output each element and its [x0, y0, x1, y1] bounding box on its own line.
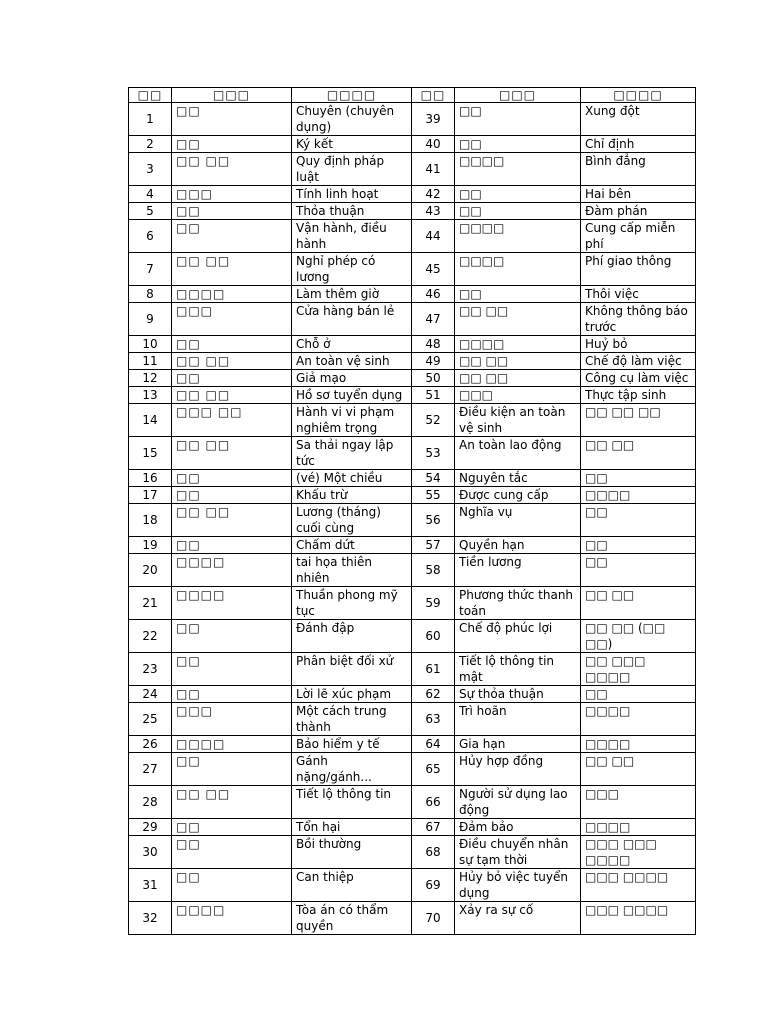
entry-number: 41	[412, 153, 455, 186]
korean-term: □□□ □□	[172, 404, 292, 437]
entry-number: 10	[129, 336, 172, 353]
term-cell: □□□	[455, 387, 581, 404]
term-cell: □□ □□	[455, 370, 581, 387]
term-cell: Tiết lộ thông tin mật	[455, 653, 581, 686]
entry-number: 13	[129, 387, 172, 404]
entry-number: 7	[129, 253, 172, 286]
korean-term: □□□□	[172, 554, 292, 587]
vietnamese-meaning: Chấm dứt	[292, 537, 412, 554]
term-cell: Hủy hợp đồng	[455, 753, 581, 786]
entry-number: 59	[412, 587, 455, 620]
vietnamese-meaning: Làm thêm giờ	[292, 286, 412, 303]
entry-number: 30	[129, 836, 172, 869]
korean-term: □□ □□	[172, 353, 292, 370]
table-row	[129, 537, 696, 554]
meaning-cell: □□ □□ (□□ □□)	[581, 620, 696, 653]
table-row	[129, 703, 696, 736]
meaning-cell: Thực tập sinh	[581, 387, 696, 404]
korean-term: □□ □□	[172, 153, 292, 186]
entry-number: 3	[129, 153, 172, 186]
entry-number: 16	[129, 470, 172, 487]
meaning-cell: Cung cấp miễn phí	[581, 220, 696, 253]
entry-number: 6	[129, 220, 172, 253]
table-row	[129, 819, 696, 836]
korean-term: □□	[172, 103, 292, 136]
korean-term: □□	[172, 753, 292, 786]
korean-term: □□ □□	[172, 387, 292, 404]
vietnamese-meaning: (vé) Một chiều	[292, 470, 412, 487]
header-korean-right: □□□	[455, 88, 581, 103]
table-body	[129, 103, 696, 935]
meaning-cell: □□	[581, 554, 696, 587]
korean-term: □□	[172, 470, 292, 487]
header-meaning-right: □□□□	[581, 88, 696, 103]
korean-term: □□	[172, 370, 292, 387]
term-cell: □□□□	[455, 336, 581, 353]
table-row	[129, 470, 696, 487]
entry-number: 22	[129, 620, 172, 653]
term-cell: Sự thỏa thuận	[455, 686, 581, 703]
entry-number: 58	[412, 554, 455, 587]
korean-term: □□	[172, 220, 292, 253]
entry-number: 44	[412, 220, 455, 253]
meaning-cell: □□□ □□□□	[581, 902, 696, 935]
table-row	[129, 136, 696, 153]
meaning-cell: Bình đẳng	[581, 153, 696, 186]
vocabulary-sheet	[128, 87, 695, 935]
entry-number: 66	[412, 786, 455, 819]
meaning-cell: □□	[581, 470, 696, 487]
term-cell: □□	[455, 103, 581, 136]
entry-number: 55	[412, 487, 455, 504]
meaning-cell: Huỷ bỏ	[581, 336, 696, 353]
vietnamese-meaning: Gánh nặng/gánh...	[292, 753, 412, 786]
table-header-row	[129, 88, 696, 103]
table-row	[129, 786, 696, 819]
entry-number: 46	[412, 286, 455, 303]
entry-number: 56	[412, 504, 455, 537]
table-row	[129, 404, 696, 437]
meaning-cell: Chỉ định	[581, 136, 696, 153]
table-row	[129, 303, 696, 336]
term-cell: Được cung cấp	[455, 487, 581, 504]
table-row	[129, 736, 696, 753]
entry-number: 19	[129, 537, 172, 554]
term-cell: Người sử dụng lao động	[455, 786, 581, 819]
table-row	[129, 253, 696, 286]
vietnamese-meaning: Can thiệp	[292, 869, 412, 902]
table-row	[129, 153, 696, 186]
korean-term: □□	[172, 487, 292, 504]
term-cell: □□□□	[455, 220, 581, 253]
header-number-right: □□	[412, 88, 455, 103]
vietnamese-meaning: Thuần phong mỹ tục	[292, 587, 412, 620]
korean-term: □□ □□	[172, 504, 292, 537]
vietnamese-meaning: Sa thải ngay lập tức	[292, 437, 412, 470]
entry-number: 69	[412, 869, 455, 902]
entry-number: 31	[129, 869, 172, 902]
term-cell: Hủy bỏ việc tuyển dụng	[455, 869, 581, 902]
vietnamese-meaning: Tính linh hoạt	[292, 186, 412, 203]
entry-number: 63	[412, 703, 455, 736]
vietnamese-meaning: Tiết lộ thông tin	[292, 786, 412, 819]
term-cell: Nguyên tắc	[455, 470, 581, 487]
table-row	[129, 902, 696, 935]
vietnamese-meaning: Chỗ ở	[292, 336, 412, 353]
korean-term: □□	[172, 336, 292, 353]
table-row	[129, 286, 696, 303]
entry-number: 50	[412, 370, 455, 387]
entry-number: 48	[412, 336, 455, 353]
vietnamese-meaning: Khấu trừ	[292, 487, 412, 504]
vietnamese-meaning: Giả mạo	[292, 370, 412, 387]
korean-term: □□	[172, 620, 292, 653]
entry-number: 15	[129, 437, 172, 470]
entry-number: 45	[412, 253, 455, 286]
entry-number: 24	[129, 686, 172, 703]
table-row	[129, 336, 696, 353]
meaning-cell: □□□□	[581, 819, 696, 836]
entry-number: 60	[412, 620, 455, 653]
vietnamese-meaning: An toàn vệ sinh	[292, 353, 412, 370]
table-row	[129, 370, 696, 387]
term-cell: □□	[455, 203, 581, 220]
korean-term: □□	[172, 136, 292, 153]
entry-number: 2	[129, 136, 172, 153]
meaning-cell: Công cụ làm việc	[581, 370, 696, 387]
entry-number: 11	[129, 353, 172, 370]
entry-number: 39	[412, 103, 455, 136]
vietnamese-meaning: Bồi thường	[292, 836, 412, 869]
table-row	[129, 836, 696, 869]
table-row	[129, 186, 696, 203]
vietnamese-meaning: Cửa hàng bán lẻ	[292, 303, 412, 336]
term-cell: Xảy ra sự cố	[455, 902, 581, 935]
meaning-cell: □□	[581, 537, 696, 554]
vocabulary-table	[128, 87, 696, 935]
entry-number: 42	[412, 186, 455, 203]
meaning-cell: Chế độ làm việc	[581, 353, 696, 370]
vietnamese-meaning: Phân biệt đối xử	[292, 653, 412, 686]
entry-number: 20	[129, 554, 172, 587]
vietnamese-meaning: Lương (tháng) cuối cùng	[292, 504, 412, 537]
entry-number: 21	[129, 587, 172, 620]
meaning-cell: □□□□	[581, 487, 696, 504]
korean-term: □□ □□	[172, 786, 292, 819]
entry-number: 8	[129, 286, 172, 303]
term-cell: □□ □□	[455, 353, 581, 370]
korean-term: □□□	[172, 703, 292, 736]
term-cell: An toàn lao động	[455, 437, 581, 470]
vietnamese-meaning: Ký kết	[292, 136, 412, 153]
entry-number: 64	[412, 736, 455, 753]
meaning-cell: □□□ □□□ □□□□	[581, 836, 696, 869]
korean-term: □□	[172, 653, 292, 686]
korean-term: □□	[172, 869, 292, 902]
korean-term: □□	[172, 686, 292, 703]
vietnamese-meaning: Vận hành, điều hành	[292, 220, 412, 253]
entry-number: 28	[129, 786, 172, 819]
entry-number: 51	[412, 387, 455, 404]
meaning-cell: □□ □□□ □□□□	[581, 653, 696, 686]
meaning-cell: Xung đột	[581, 103, 696, 136]
vietnamese-meaning: Thỏa thuận	[292, 203, 412, 220]
korean-term: □□□□	[172, 286, 292, 303]
vietnamese-meaning: Đánh đập	[292, 620, 412, 653]
meaning-cell: □□	[581, 686, 696, 703]
entry-number: 26	[129, 736, 172, 753]
vietnamese-meaning: Hồ sơ tuyển dụng	[292, 387, 412, 404]
entry-number: 61	[412, 653, 455, 686]
term-cell: □□	[455, 286, 581, 303]
meaning-cell: □□ □□	[581, 753, 696, 786]
meaning-cell: Đàm phán	[581, 203, 696, 220]
meaning-cell: □□ □□	[581, 587, 696, 620]
term-cell: Đảm bảo	[455, 819, 581, 836]
header-meaning-left: □□□□	[292, 88, 412, 103]
entry-number: 49	[412, 353, 455, 370]
entry-number: 27	[129, 753, 172, 786]
korean-term: □□□	[172, 186, 292, 203]
vietnamese-meaning: Một cách trung thành	[292, 703, 412, 736]
entry-number: 47	[412, 303, 455, 336]
korean-term: □□□□	[172, 902, 292, 935]
table-row	[129, 869, 696, 902]
meaning-cell: Phí giao thông	[581, 253, 696, 286]
entry-number: 18	[129, 504, 172, 537]
table-row	[129, 387, 696, 404]
term-cell: □□□□	[455, 153, 581, 186]
entry-number: 53	[412, 437, 455, 470]
term-cell: Điều chuyển nhân sự tạm thời	[455, 836, 581, 869]
term-cell: Gia hạn	[455, 736, 581, 753]
term-cell: Tiền lương	[455, 554, 581, 587]
term-cell: Nghĩa vụ	[455, 504, 581, 537]
table-row	[129, 753, 696, 786]
entry-number: 43	[412, 203, 455, 220]
entry-number: 17	[129, 487, 172, 504]
term-cell: Phương thức thanh toán	[455, 587, 581, 620]
table-row	[129, 487, 696, 504]
term-cell: Quyền hạn	[455, 537, 581, 554]
vietnamese-meaning: Hành vi vi phạm nghiêm trọng	[292, 404, 412, 437]
term-cell: Điều kiện an toàn vệ sinh	[455, 404, 581, 437]
meaning-cell: □□□	[581, 786, 696, 819]
entry-number: 70	[412, 902, 455, 935]
header-korean-left: □□□	[172, 88, 292, 103]
table-row	[129, 353, 696, 370]
entry-number: 62	[412, 686, 455, 703]
table-row	[129, 620, 696, 653]
korean-term: □□	[172, 819, 292, 836]
entry-number: 1	[129, 103, 172, 136]
table-row	[129, 103, 696, 136]
table-row	[129, 686, 696, 703]
table-row	[129, 653, 696, 686]
entry-number: 40	[412, 136, 455, 153]
korean-term: □□□	[172, 303, 292, 336]
vietnamese-meaning: Quy định pháp luật	[292, 153, 412, 186]
korean-term: □□	[172, 203, 292, 220]
table-row	[129, 587, 696, 620]
vietnamese-meaning: Nghỉ phép có lương	[292, 253, 412, 286]
entry-number: 25	[129, 703, 172, 736]
korean-term: □□	[172, 836, 292, 869]
entry-number: 29	[129, 819, 172, 836]
entry-number: 68	[412, 836, 455, 869]
entry-number: 65	[412, 753, 455, 786]
meaning-cell: □□□ □□□□	[581, 869, 696, 902]
vietnamese-meaning: Chuyên (chuyên dụng)	[292, 103, 412, 136]
meaning-cell: □□□□	[581, 703, 696, 736]
header-number-left: □□	[129, 88, 172, 103]
entry-number: 23	[129, 653, 172, 686]
term-cell: □□ □□	[455, 303, 581, 336]
vietnamese-meaning: Bảo hiểm y tế	[292, 736, 412, 753]
meaning-cell: Hai bên	[581, 186, 696, 203]
meaning-cell: Không thông báo trước	[581, 303, 696, 336]
term-cell: □□	[455, 136, 581, 153]
entry-number: 9	[129, 303, 172, 336]
meaning-cell: □□ □□ □□	[581, 404, 696, 437]
vietnamese-meaning: Tòa án có thẩm quyền	[292, 902, 412, 935]
korean-term: □□□□	[172, 587, 292, 620]
table-row	[129, 554, 696, 587]
term-cell: □□□□	[455, 253, 581, 286]
entry-number: 14	[129, 404, 172, 437]
vietnamese-meaning: Lời lẽ xúc phạm	[292, 686, 412, 703]
table-row	[129, 220, 696, 253]
term-cell: Trì hoãn	[455, 703, 581, 736]
term-cell: Chế độ phúc lợi	[455, 620, 581, 653]
table-row	[129, 504, 696, 537]
korean-term: □□ □□	[172, 253, 292, 286]
entry-number: 4	[129, 186, 172, 203]
table-row	[129, 203, 696, 220]
vietnamese-meaning: tai họa thiên nhiên	[292, 554, 412, 587]
entry-number: 54	[412, 470, 455, 487]
vietnamese-meaning: Tổn hại	[292, 819, 412, 836]
meaning-cell: □□	[581, 504, 696, 537]
korean-term: □□	[172, 537, 292, 554]
meaning-cell: □□ □□	[581, 437, 696, 470]
entry-number: 12	[129, 370, 172, 387]
meaning-cell: □□□□	[581, 736, 696, 753]
entry-number: 52	[412, 404, 455, 437]
entry-number: 67	[412, 819, 455, 836]
entry-number: 57	[412, 537, 455, 554]
meaning-cell: Thôi việc	[581, 286, 696, 303]
term-cell: □□	[455, 186, 581, 203]
entry-number: 5	[129, 203, 172, 220]
table-row	[129, 437, 696, 470]
korean-term: □□□□	[172, 736, 292, 753]
entry-number: 32	[129, 902, 172, 935]
korean-term: □□ □□	[172, 437, 292, 470]
